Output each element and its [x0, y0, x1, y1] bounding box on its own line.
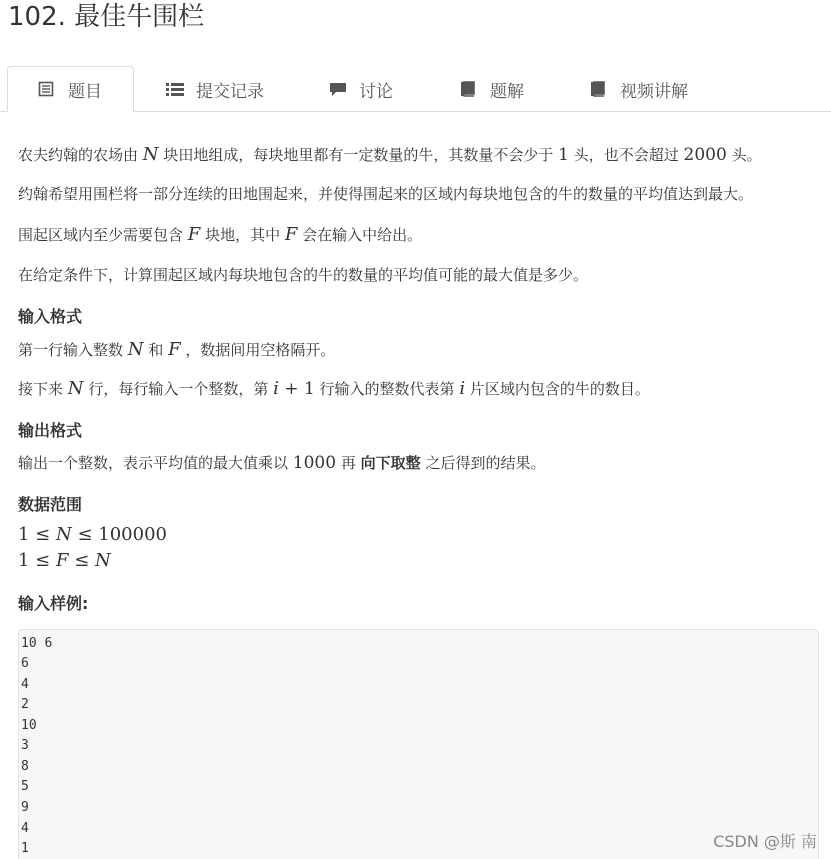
- code-line: 10 6: [21, 636, 53, 651]
- tab-bar: [0, 66, 831, 112]
- tab-video-label: 视频讲解: [620, 81, 688, 102]
- code-line: 3: [21, 738, 29, 753]
- code-line: 4: [21, 677, 29, 692]
- input-format-line-2: 接下来 N 行，每行输入一个整数，第 i + 1 行输入的整数代表第 i 片区域内包含的牛的数目。: [18, 378, 650, 399]
- math-num: 1000: [292, 453, 337, 473]
- math-var: N: [142, 144, 159, 165]
- math-var: i: [273, 378, 279, 399]
- code-line: 5: [21, 779, 29, 794]
- emphasis-text: 向下取整: [360, 454, 421, 472]
- code-line: 6: [21, 656, 29, 671]
- page-title: 102. 最佳牛围栏: [8, 2, 205, 32]
- code-line: 9: [21, 800, 29, 815]
- math-var: F: [168, 339, 181, 360]
- output-format-heading: 输出格式: [18, 421, 83, 440]
- math-var: i: [459, 378, 466, 399]
- data-range-heading: 数据范围: [18, 495, 83, 514]
- book-icon: [460, 81, 476, 97]
- book-icon: [590, 81, 606, 97]
- description-paragraph-4: 在给定条件下，计算围起区域内每块地包含的牛的数量的平均值可能的最大值是多少。: [18, 266, 589, 284]
- code-line: 10: [21, 718, 37, 733]
- list-icon: [166, 81, 182, 97]
- data-range-line-2: 1 ≤ F ≤ N: [18, 550, 111, 571]
- input-format-line-1: 第一行输入整数 N 和 F ，数据间用空格隔开。: [18, 339, 336, 360]
- tab-submissions-label: 提交记录: [196, 81, 264, 102]
- code-line: 2: [21, 697, 29, 712]
- math-num: 2000: [683, 145, 727, 165]
- math-num: + 1: [278, 379, 315, 399]
- code-line: 8: [21, 759, 29, 774]
- output-format-line-1: 输出一个整数，表示平均值的最大值乘以 1000 再 向下取整 之后得到的结果。: [18, 453, 546, 473]
- tab-solutions-label: 题解: [490, 81, 524, 102]
- sample-input-heading: 输入样例:: [18, 594, 89, 613]
- watermark: CSDN @斯 南: [713, 832, 817, 851]
- document-icon: [38, 81, 54, 97]
- code-line: 1: [21, 841, 29, 856]
- tab-discussion[interactable]: [329, 66, 429, 112]
- description-paragraph-1: 农夫约翰的农场由 N 块田地组成，每块地里都有一定数量的牛，其数量不会少于 1 头，也不会超过 2000 头。: [18, 144, 762, 165]
- data-range-line-1: 1 ≤ N ≤ 100000: [18, 524, 167, 545]
- tab-problem-label: 题目: [68, 81, 102, 102]
- tab-solutions[interactable]: [460, 66, 560, 112]
- description-paragraph-3: 围起区域内至少需要包含 F 块地，其中 F 会在输入中给出。: [18, 224, 423, 245]
- description-paragraph-2: 约翰希望用围栏将一部分连续的田地围起来，并使得围起来的区域内每块地包含的牛的数量的平均值达到最大。: [18, 185, 754, 203]
- math-var: F: [284, 224, 298, 245]
- math-var: N: [127, 339, 144, 360]
- tab-submissions[interactable]: [166, 66, 296, 112]
- code-line: 4: [21, 821, 29, 836]
- sample-input-code-block: [18, 629, 819, 859]
- input-format-heading: 输入格式: [18, 307, 83, 326]
- math-var: N: [67, 378, 84, 399]
- tab-discussion-label: 讨论: [359, 81, 393, 102]
- tab-video[interactable]: [590, 66, 720, 112]
- chat-bubble-icon: [329, 81, 345, 97]
- tab-problem[interactable]: [7, 66, 134, 112]
- math-var: F: [187, 224, 201, 245]
- math-num: 1: [558, 145, 569, 165]
